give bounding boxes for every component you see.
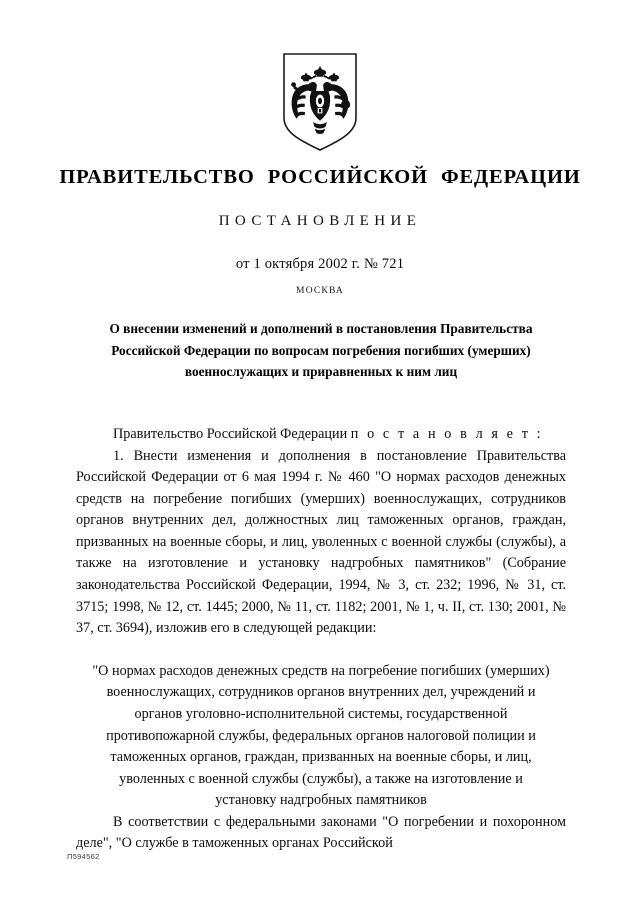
quoted-title-line: военнослужащих, сотрудников органов внутренних дел, учреждений и	[106, 684, 536, 701]
subject-line: Российской Федерации по вопросам погребения погибших (умерших)	[111, 342, 531, 358]
quoted-title-line: противопожарной службы, федеральных органов налоговой полиции и	[106, 727, 536, 744]
quoted-title-line: органов уголовно-исполнительной системы, государственной	[134, 705, 508, 722]
quoted-title-line: установку надгробных памятников	[215, 792, 427, 809]
city-line: МОСКВА	[296, 285, 344, 296]
footer-document-code: П594562	[67, 852, 100, 861]
date-and-number-line: от 1 октября 2002 г. № 721	[235, 255, 405, 272]
intro-verb-spaced: п о с т а н о в л я е т :	[350, 426, 544, 442]
document-subject	[76, 318, 566, 383]
quoted-title-block	[76, 661, 566, 812]
document-type: ПОСТАНОВЛЕНИЕ	[218, 212, 422, 229]
document-body	[76, 424, 566, 855]
government-title: ПРАВИТЕЛЬСТВО РОССИЙСКОЙ ФЕДЕРАЦИИ	[59, 166, 581, 188]
document-header	[0, 165, 640, 296]
coat-of-arms-emblem	[0, 52, 640, 152]
subject-line: военнослужащих и приравненных к ним лиц	[184, 364, 458, 380]
final-paragraph: В соответствии с федеральными законами "О погребении и похоронном деле", "О службе в таможенных органах Российской	[76, 813, 566, 852]
intro-paragraph	[76, 424, 566, 446]
subject-line: О внесении изменений и дополнений в постановления Правительства	[109, 321, 533, 336]
intro-prefix: Правительство Российской Федерации	[113, 426, 351, 442]
russian-coat-of-arms-icon	[281, 52, 359, 152]
quoted-title-line: уволенных с военной службы (службы), а также на изготовление и	[119, 770, 523, 787]
quoted-title-line: таможенных органов, граждан, призванных на военные сборы, и лиц,	[110, 749, 532, 766]
item-1-paragraph: 1. Внести изменения и дополнения в постановление Правительства Российской Федерации от 6 мая 1994 г. № 460 "О нормах расходов денежных средств на погребение погибших (умерших) военнослужащих, сотрудников органов внутренних дел, должностных лиц таможенных органов, граждан, призванных на военные сборы, и лиц, уволенных с военной службы (службы), а также на изготовление и установку надгробных памятников" (Собрание законодательства Российской Федерации, 1994, № 3, ст. 232; 1996, № 31, ст. 3715; 1998, № 12, ст. 1445; 2000, № 11, ст. 1182; 2001, № 1, ч. II, ст. 130; 2001, № 37, ст. 3694), изложив его в следующей редакции:	[76, 447, 566, 637]
quoted-title-line: "О нормах расходов денежных средств на погребение погибших (умерших)	[92, 662, 550, 679]
